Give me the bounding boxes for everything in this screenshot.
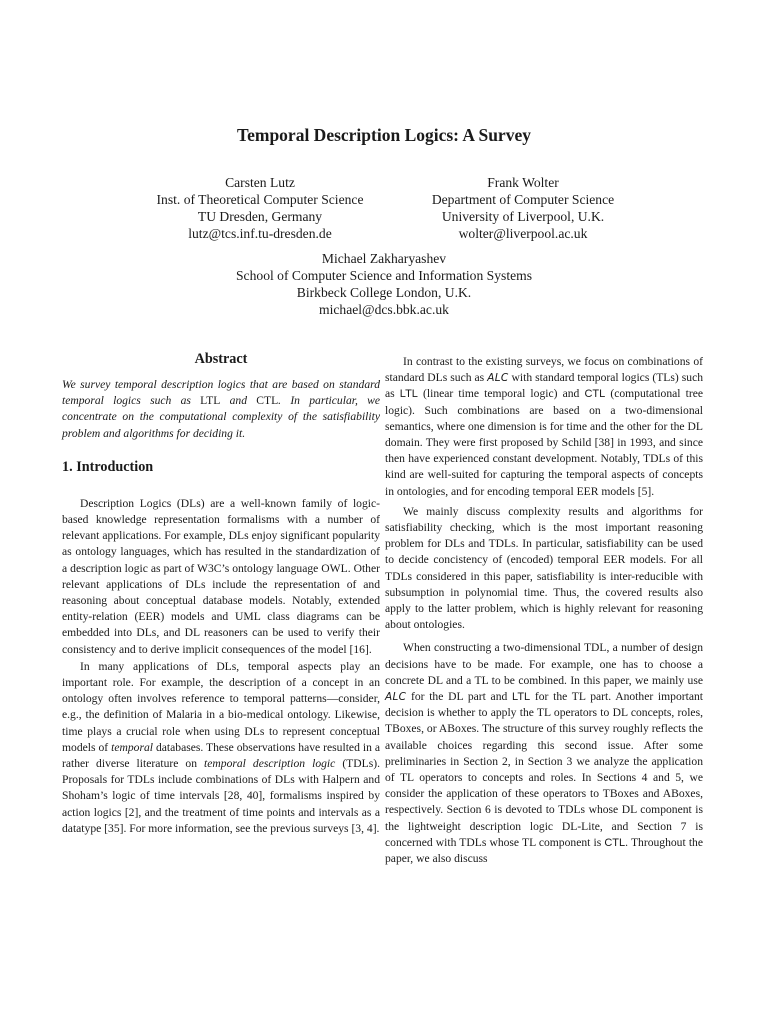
paragraph-text: for the DL part and [406, 690, 513, 704]
emphasis-temporal: temporal [111, 740, 153, 754]
author-name: Carsten Lutz [225, 175, 295, 190]
author-block-zakharyashev [150, 250, 618, 318]
ltl-term: LTL [200, 394, 221, 408]
emphasis-temporal-description-logic: temporal description logic [204, 757, 336, 771]
paragraph-text: databases. These observations have resulted in a rather diverse literature on [62, 740, 380, 771]
paragraph-text: In many applications of DLs, temporal aspects play an important role. For example, the description of a concept in an ontology often involves reference to temporal patterns—consider, e.g., the definition of Malaria in a bio-medical ontology. Likewise, time plays a crucial role when using DLs to represent conceptual models of [62, 659, 380, 754]
abstract-text [62, 377, 380, 442]
author-block-wolter [413, 174, 633, 242]
abstract-text-part: . In particular, we concentrate on the computational complexity of the satisfiability problem and algorithms for deciding it. [62, 394, 380, 440]
ctl-term: CTL [584, 388, 606, 401]
paragraph-text: In contrast to the existing surveys, we focus on combinations of standard DLs such as [385, 355, 703, 385]
paragraph-text: . Throughout the paper, we also discuss [385, 835, 703, 866]
ctl-term: CTL [256, 394, 279, 408]
right-column [385, 354, 703, 867]
paper-title: Temporal Description Logics: A Survey [237, 125, 531, 145]
author-affiliation: Department of Computer Science [431, 192, 615, 207]
paragraph-text: When constructing a two-dimensional TDL, a number of design decisions have to be made. For example, one has to choose a concrete DL and a TL to be combined. In this paper, we mainly use [385, 641, 703, 687]
paragraph-text: (computational tree logic). Such combinations are based on a two-dimensional semantics, where one dimension is for time and the other for the DL domain. They were first proposed by Schild [38] in 1993, and since then have experienced constant development. Notably, TDLs of this kind are well-suited for capturing the temporal aspects of concepts in ontologies, and for encoding temporal EER models [5]. [385, 387, 703, 498]
author-location: Birkbeck College London, U.K. [296, 285, 472, 300]
author-location: University of Liverpool, U.K. [441, 209, 605, 224]
right-paragraph-1 [385, 354, 703, 500]
ctl-term: CTL [604, 836, 626, 849]
paragraph-text: for the TL part. Another important decision is whether to apply the TL operators to DL concepts, roles, TBoxes, or ABoxes. The structure of this survey roughly reflects the available choices regarding this second issue. After some preliminaries in Section 2, in Section 3 we analyze the application of TL operators to concepts and roles. In Sections 4 and 5, we consider the application of these operators to TBoxes and ABoxes, respectively. Section 6 is devoted to TDLs whose DL component is the lightweight description logic DL-Lite, and Section 7 is concerned with TDLs whose TL component is [385, 690, 703, 849]
alc-term: ALC [385, 691, 407, 704]
intro-paragraph-1: Description Logics (DLs) are a well-known family of logic-based knowledge representation formalisms with a number of relevant applications. For example, DLs enjoy significant popularity as ontology languages, which has resulted in the standardization of a description logic as part of W3C’s ontology language OWL. Other relevant applications of DLs include the representation of and reasoning about conceptual database models. Notably, extended entity-relation (EER) models and UML class diagrams can be embedded into DLs, and DL reasoners can be used to verify their consistency and to derive implicit consequences of the model [16]. [62, 496, 380, 656]
ltl-term: LTL [399, 388, 418, 401]
author-affiliation: School of Computer Science and Information Systems [236, 268, 532, 283]
intro-paragraph-2 [62, 659, 380, 837]
abstract-text-part: We survey temporal description logics that are based on standard temporal logics such as [62, 378, 380, 408]
abstract-heading: Abstract [194, 351, 248, 367]
right-paragraph-2: We mainly discuss complexity results and algorithms for satisfiability checking, which is the most important reasoning problem for DLs and TDLs. In particular, satisfiability can be used to decide concistency of (encoded) temporal EER models. For all TDLs considered in this paper, satisfiability is inter-reducible with subsumption in polynomial time. Thus, the covered results also apply to the latter problem, which is highly relevant for reasoning about ontologies. [385, 504, 703, 632]
author-email: michael@dcs.bbk.ac.uk [319, 302, 449, 317]
author-block-lutz [140, 174, 380, 242]
abstract-text-part: and [220, 394, 257, 408]
alc-term: ALC [487, 372, 509, 385]
paragraph-text: (linear time temporal logic) and [417, 387, 585, 401]
author-affiliation: Inst. of Theoretical Computer Science [156, 192, 364, 207]
right-paragraph-3 [385, 640, 703, 867]
author-name: Michael Zakharyashev [321, 251, 447, 266]
paragraph-text: with standard temporal logics (TLs) such as [385, 371, 704, 401]
author-name: Frank Wolter [487, 175, 559, 190]
section-heading-introduction: 1. Introduction [62, 458, 154, 475]
author-location: TU Dresden, Germany [197, 209, 323, 224]
paragraph-text: (TDLs). Proposals for TDLs include combinations of DLs with Halpern and Shoham’s logic of time intervals [28, 40], formalisms inspired by action logics [2], and the treatment of time points and intervals as a datatype [35]. For more information, see the previous surveys [3, 4]. [62, 757, 380, 835]
author-email: wolter@liverpool.ac.uk [458, 226, 588, 241]
left-column [62, 350, 380, 837]
ltl-term: LTL [512, 691, 531, 704]
author-email: lutz@tcs.inf.tu-dresden.de [188, 226, 332, 241]
